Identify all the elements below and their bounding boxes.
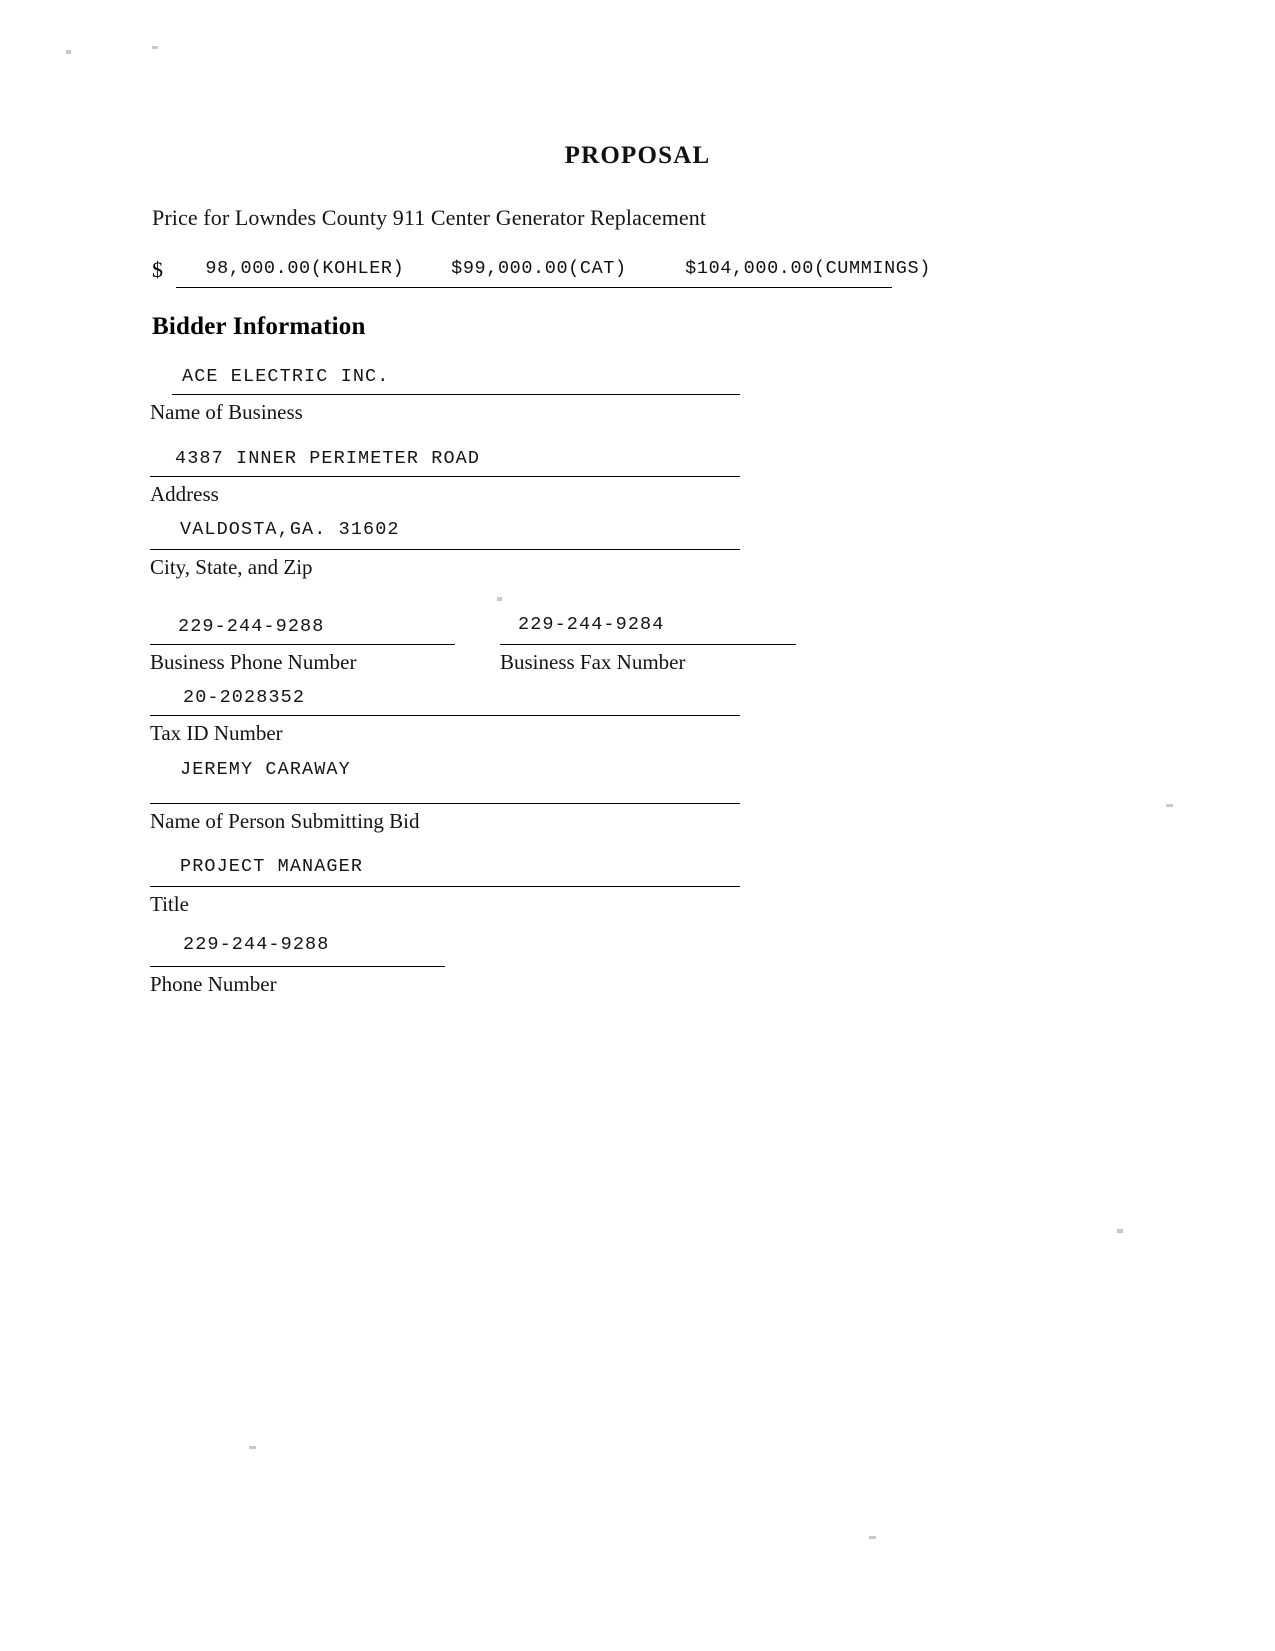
field-title: [150, 856, 750, 918]
scan-speck: [869, 1536, 876, 1539]
tax-id-value: 20-2028352: [183, 687, 306, 708]
field-business-phone: [150, 616, 470, 676]
business-fax-value: 229-244-9284: [518, 614, 665, 635]
scan-speck: [66, 50, 71, 54]
scan-speck: [152, 46, 158, 49]
submitter-name-underline: [150, 803, 740, 804]
field-tax-id: [150, 687, 750, 747]
price-underline: [176, 287, 892, 288]
field-business-name: [150, 366, 750, 426]
field-address: [150, 448, 750, 508]
field-submitter-name: [150, 759, 750, 837]
business-name-underline: [172, 394, 740, 395]
tax-id-label: Tax ID Number: [150, 721, 283, 745]
address-value: 4387 INNER PERIMETER ROAD: [175, 448, 481, 469]
price-line: [152, 255, 931, 289]
phone-number-underline: [150, 966, 445, 967]
title-label: Title: [150, 892, 189, 916]
business-fax-underline: [500, 644, 796, 645]
business-phone-value: 229-244-9288: [178, 616, 325, 637]
title-underline: [150, 886, 740, 887]
dollar-sign: $: [152, 257, 163, 282]
scan-speck: [249, 1446, 256, 1449]
business-fax-label: Business Fax Number: [500, 650, 686, 674]
title-value: PROJECT MANAGER: [180, 856, 364, 877]
scan-speck: [497, 597, 502, 601]
submitter-name-value: JEREMY CARAWAY: [180, 759, 351, 780]
address-label: Address: [150, 482, 219, 506]
business-phone-label: Business Phone Number: [150, 650, 357, 674]
tax-id-underline: [150, 715, 740, 716]
address-underline: [150, 476, 740, 477]
scan-speck: [1117, 1229, 1123, 1233]
phone-number-label: Phone Number: [150, 972, 277, 996]
submitter-name-label: Name of Person Submitting Bid: [150, 809, 420, 833]
field-city-state-zip: [150, 519, 750, 581]
price-amounts-value: 98,000.00(KOHLER) $99,000.00(CAT) $104,000.00(CUMMINGS): [182, 258, 931, 279]
city-state-zip-underline: [150, 549, 740, 550]
section-heading-bidder-information: Bidder Information: [152, 313, 366, 340]
scan-speck: [1166, 804, 1173, 807]
city-state-zip-label: City, State, and Zip: [150, 555, 313, 579]
city-state-zip-value: VALDOSTA,GA. 31602: [180, 519, 400, 540]
business-phone-underline: [150, 644, 455, 645]
business-name-value: ACE ELECTRIC INC.: [182, 366, 390, 387]
business-name-label: Name of Business: [150, 400, 303, 424]
field-business-fax: [500, 614, 800, 674]
field-phone-number: [150, 934, 470, 996]
phone-number-value: 229-244-9288: [183, 934, 330, 955]
proposal-subtitle: Price for Lowndes County 911 Center Generator Replacement: [152, 205, 707, 230]
page-title: PROPOSAL: [564, 142, 711, 169]
